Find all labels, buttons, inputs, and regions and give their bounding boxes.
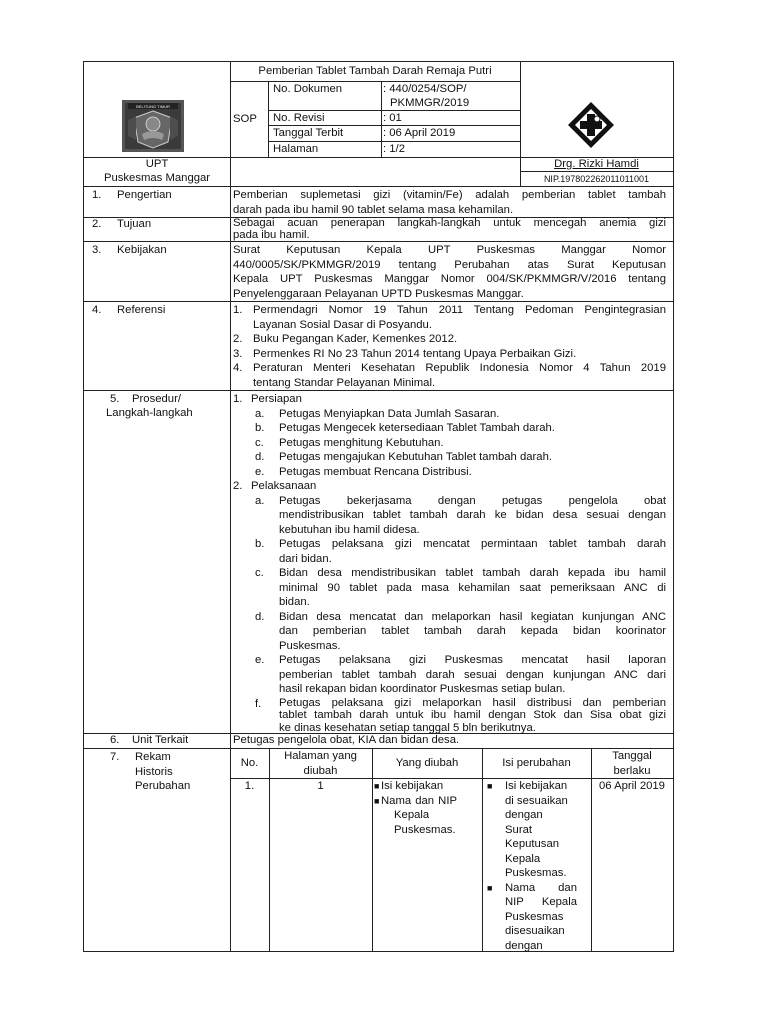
sop-document (83, 61, 674, 952)
persiapan-item: c. Petugas menghitung Kebutuhan. (255, 436, 444, 449)
section-label-rekam: Rekam Historis Perubahan (135, 751, 191, 792)
unit-name-line1: UPT (145, 158, 169, 170)
bullet-item: ■ Isi kebijakan di sesuaikan dengan Surat Keputusan Kepala Puskesmas. (487, 780, 568, 879)
sop-label: SOP (233, 113, 257, 125)
section-number-3: 3. (92, 244, 102, 256)
section-label-unit-terkait: Unit Terkait (132, 734, 189, 746)
section-label-referensi: Referensi (117, 304, 166, 316)
history-row-isi-perubahan (485, 779, 589, 953)
history-header-no: No. (240, 757, 259, 769)
signer-nip: NIP.197802262011011001 (543, 174, 650, 184)
reference-item: 3. Permenkes RI No 23 Tahun 2014 tentang Upaya Perbaikan Gizi. (233, 347, 577, 360)
persiapan-item: d. Petugas mengajukan Kebutuhan Tablet tambah darah. (255, 451, 553, 463)
issue-date-value: : 06 April 2019 (383, 127, 456, 139)
pengertian-text: Pemberian suplemetasi gizi (vitamin/Fe) adalah pemberian tablet tambah darah pada ibu hamil 90 tablet selama masa kehamilan. (233, 189, 666, 216)
reference-item: 2. Buku Pegangan Kader, Kemenkes 2012. (233, 333, 458, 345)
unit-terkait-text: Petugas pengelola obat, KIA dan bidan desa. (233, 734, 460, 746)
page-label: Halaman (273, 143, 319, 155)
bullet-item: ■ Nama dan NIP Kepala Puskesmas disesuaikan dengan (487, 881, 577, 952)
doc-number-value: : 440/0254/SOP/ (383, 83, 467, 95)
logo-banner-text: BELITUNG TIMUR (136, 104, 170, 109)
page-value: : 1/2 (383, 143, 405, 155)
bullet-item: ■ Isi kebijakan (374, 780, 444, 792)
regency-emblem-logo (122, 100, 184, 152)
unit-name-line2: Puskesmas Manggar (103, 172, 211, 184)
doc-number-label: No. Dokumen (273, 83, 343, 95)
doc-number-value-cont: PKMMGR/2019 (390, 97, 470, 109)
pelaksanaan-item: e. Petugas pelaksana gizi Puskesmas mencatat hasil laporan pemberian tablet tambah darah sesuai dengan kunjungan ANC dari hasil rekapan bidan koordinator Puskesmas setiap bulan. (255, 654, 666, 695)
history-row-halaman: 1 (317, 780, 324, 792)
pelaksanaan-item: c. Bidan desa mendistribusikan tablet tambah darah kepada ibu hamil minimal 90 tablet pada masa kehamilan saat pemeriksaan ANC di bidan. (255, 567, 666, 608)
section-label-langkah: Langkah-langkah (106, 407, 193, 419)
revision-value: : 01 (383, 112, 402, 124)
section-number-2: 2. (92, 218, 102, 230)
signer-name: Drg. Rizki Hamdi (554, 158, 639, 170)
pelaksanaan-item: f. Petugas pelaksana gizi melaporkan hasil distribusi dan pemberian tablet tambah darah untuk ibu hamil dengan Stok dan Sisa obat gizi ke dinas kesehatan setiap tanggal 5 bln berikutnya. (255, 696, 666, 734)
reference-item: 4. Peraturan Menteri Kesehatan Republik Indonesia Nomor 4 Tahun 2019 tentang Standar Pelayanan Minimal. (233, 362, 666, 389)
pelaksanaan-item: b. Petugas pelaksana gizi mencatat permintaan tablet tambah darah dari bidan. (255, 538, 666, 565)
reference-item: 1. Permendagri Nomor 19 Tahun 2011 Tentang Pedoman Pengintegrasian Layanan Sosial Dasar di Posyandu. (233, 304, 666, 331)
pelaksanaan-heading: 2. Pelaksanaan (233, 480, 317, 492)
history-header-halaman: Halaman yang diubah (284, 750, 357, 777)
pelaksanaan-item: d. Bidan desa mencatat dan melaporkan hasil kegiatan kunjungan ANC dan pemberian tablet tambah darah kepada bidan koorinator Puskesmas. (255, 610, 666, 652)
issue-date-label: Tanggal Terbit (273, 127, 344, 139)
history-row-no: 1. (244, 780, 255, 792)
section-label-pengertian: Pengertian (117, 189, 172, 201)
history-header-tanggal: Tanggal berlaku (612, 750, 652, 777)
history-row-tanggal: 06 April 2019 (599, 780, 665, 792)
section-number-1: 1. (92, 189, 102, 201)
prosedur-content (233, 392, 666, 734)
persiapan-item: a. Petugas Menyiapkan Data Jumlah Sasaran. (255, 407, 500, 420)
section-number-5: 5. (110, 393, 120, 405)
pelaksanaan-item: a. Petugas bekerjasama dengan petugas pengelola obat mendistribusikan tablet tambah darah ke bidan desa sesuai dengan kebutuhan ibu hamil didesa. (255, 494, 666, 536)
section-number-6: 6. (110, 734, 120, 746)
section-label-tujuan: Tujuan (117, 218, 152, 230)
history-header-isi-perubahan: Isi perubahan (502, 757, 571, 769)
revision-label: No. Revisi (273, 112, 325, 124)
referensi-list (233, 303, 666, 390)
tujuan-text: Sebagai acuan penerapan langkah-langkah untuk mencegah anemia gizi pada ibu hamil. (233, 217, 666, 241)
document-title: Pemberian Tablet Tambah Darah Remaja Putri (258, 65, 492, 77)
persiapan-item: e. Petugas membuat Rencana Distribusi. (255, 465, 472, 478)
pelaksanaan-list (255, 494, 666, 735)
persiapan-heading: 1. Persiapan (233, 393, 302, 405)
persiapan-item: b. Petugas Mengecek ketersediaan Tablet Tambah darah. (255, 422, 555, 434)
kebijakan-text: Surat Keputusan Kepala UPT Puskesmas Manggar Nomor 440/0005/SK/PKMMGR/2019 tentang Perubahan atas Surat Keputusan Kepala UPT Puskesmas Manggar Nomor 004/SK/PKMMGR/V/2016 tentang Penyelenggaraan Pelayanan UPTD Puskesmas Manggar. (233, 244, 666, 300)
puskesmas-logo (566, 100, 616, 150)
history-header-yang-diubah: Yang diubah (395, 757, 459, 769)
section-number-4: 4. (92, 304, 102, 316)
section-label-prosedur: Prosedur/ (132, 393, 181, 405)
section-label-kebijakan: Kebijakan (117, 244, 167, 256)
bullet-item: ■ Nama dan NIP Kepala Puskesmas. (374, 794, 457, 836)
history-row-yang-diubah (374, 779, 480, 837)
section-number-7: 7. (110, 751, 120, 763)
